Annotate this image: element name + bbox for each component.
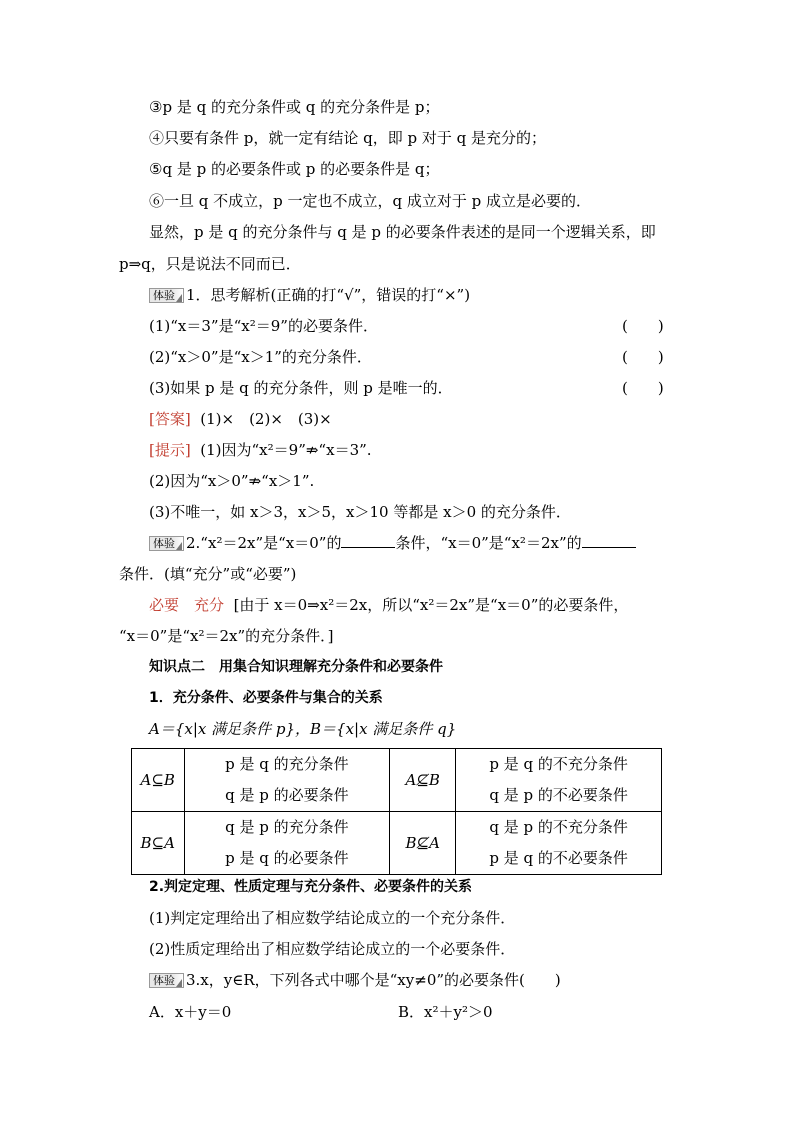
- answer-line: [149, 409, 332, 429]
- table-cell: B⊆A: [132, 812, 185, 875]
- table-cell: [456, 812, 662, 875]
- exercise-2-line-2: 条件．(填“充分”或“必要”): [119, 565, 297, 583]
- theorem-line-1: (1)判定定理给出了相应数学结论成立的一个充分条件．: [149, 909, 516, 927]
- hint-line-1: [149, 440, 372, 460]
- table-cell: A⊈B: [390, 749, 456, 812]
- exercise-badge-icon: 体验: [149, 536, 184, 551]
- exercise-2-answer-line-2: “x＝0”是“x²＝2x”的充分条件．]: [119, 627, 334, 645]
- table-cell-line: p 是 q 的充分条件: [225, 755, 349, 773]
- table-cell-line: q 是 p 的充分条件: [225, 818, 349, 836]
- table-cell-line: p 是 q 的必要条件: [225, 849, 349, 867]
- table-cell: [184, 812, 390, 875]
- exercise-2-part-2: 条件，“x＝0”是“x²＝2x”的: [395, 534, 582, 552]
- subsection-1-title: 1．充分条件、必要条件与集合的关系: [149, 690, 383, 706]
- exercise-2-explanation: [由于 x＝0⇒x²＝2x，所以“x²＝2x”是“x＝0”的必要条件，: [233, 596, 629, 614]
- answer-paren-1[interactable]: ( ): [622, 317, 664, 335]
- answer-paren-3[interactable]: ( ): [622, 379, 664, 397]
- exercise-1-q3: (3)如果 p 是 q 的充分条件，则 p 是唯一的．: [149, 379, 453, 397]
- knowledge-point-2-title: 知识点二 用集合知识理解充分条件和必要条件: [149, 659, 443, 675]
- table-cell-line: p 是 q 的不必要条件: [489, 849, 628, 867]
- summary-line-2: p⇒q，只是说法不同而已．: [119, 255, 301, 273]
- item-4: ④只要有条件 p，就一定有结论 q，即 p 对于 q 是充分的；: [149, 129, 547, 147]
- set-definitions: A＝{x|x 满足条件 p}，B＝{x|x 满足条件 q}: [149, 720, 457, 738]
- item-6: ⑥一旦 q 不成立，p 一定也不成立，q 成立对于 p 成立是必要的．: [149, 192, 592, 210]
- hint-text-1: (1)因为“x²＝9”⇏“x＝3”.: [200, 441, 372, 459]
- exercise-3-stem-text: 3.x，y∈R，下列各式中哪个是“xy≠0”的必要条件( ): [186, 971, 561, 989]
- table-row: [132, 749, 662, 812]
- exercise-1-q1: (1)“x＝3”是“x²＝9”的必要条件．: [149, 317, 378, 335]
- hint-line-2: (2)因为“x＞0”⇏“x＞1”.: [149, 472, 315, 490]
- option-b[interactable]: B．x²＋y²＞0: [398, 1003, 493, 1021]
- table-cell-line: q 是 p 的必要条件: [225, 786, 349, 804]
- exercise-badge-icon: 体验: [149, 973, 184, 988]
- exercise-3-stem: [149, 970, 561, 990]
- theorem-line-2: (2)性质定理给出了相应数学结论成立的一个必要条件．: [149, 940, 516, 958]
- exercise-1-title: [149, 285, 470, 305]
- option-a[interactable]: A．x＋y＝0: [149, 1003, 232, 1021]
- table-cell: A⊆B: [132, 749, 185, 812]
- item-3: ③p 是 q 的充分条件或 q 的充分条件是 p；: [149, 98, 440, 116]
- table-cell-line: q 是 p 的不必要条件: [489, 786, 628, 804]
- exercise-2-part-1: 2.“x²＝2x”是“x＝0”的: [186, 534, 342, 552]
- answer-text: (1)× (2)× (3)×: [200, 410, 332, 428]
- table-cell-line: q 是 p 的不充分条件: [489, 818, 628, 836]
- table-cell-line: p 是 q 的不充分条件: [489, 755, 628, 773]
- exercise-badge-icon: 体验: [149, 288, 184, 303]
- table-row: [132, 812, 662, 875]
- answer-paren-2[interactable]: ( ): [622, 348, 664, 366]
- table-cell: B⊈A: [390, 812, 456, 875]
- exercise-1-title-text: 1．思考解析(正确的打“√”，错误的打“×”): [186, 286, 471, 304]
- exercise-2-answer-line-1: [149, 595, 628, 615]
- subsection-2-title: 2.判定定理、性质定理与充分条件、必要条件的关系: [149, 879, 473, 895]
- relation-table: [131, 748, 662, 875]
- item-5: ⑤q 是 p 的必要条件或 p 的必要条件是 q；: [149, 160, 440, 178]
- table-cell: [184, 749, 390, 812]
- hint-tag: [提示]: [149, 441, 191, 459]
- fill-blank-1[interactable]: [341, 533, 395, 548]
- summary-line-1: 显然，p 是 q 的充分条件与 q 是 p 的必要条件表述的是同一个逻辑关系，即: [149, 223, 656, 241]
- table-cell: [456, 749, 662, 812]
- hint-line-3: (3)不唯一，如 x＞3，x＞5，x＞10 等都是 x＞0 的充分条件．: [149, 503, 571, 521]
- answer-tag: [答案]: [149, 410, 191, 428]
- fill-blank-2[interactable]: [582, 533, 636, 548]
- exercise-2-line-1: [149, 533, 636, 553]
- exercise-1-q2: (2)“x＞0”是“x＞1”的充分条件．: [149, 348, 372, 366]
- exercise-2-answer: 必要 充分: [149, 596, 225, 614]
